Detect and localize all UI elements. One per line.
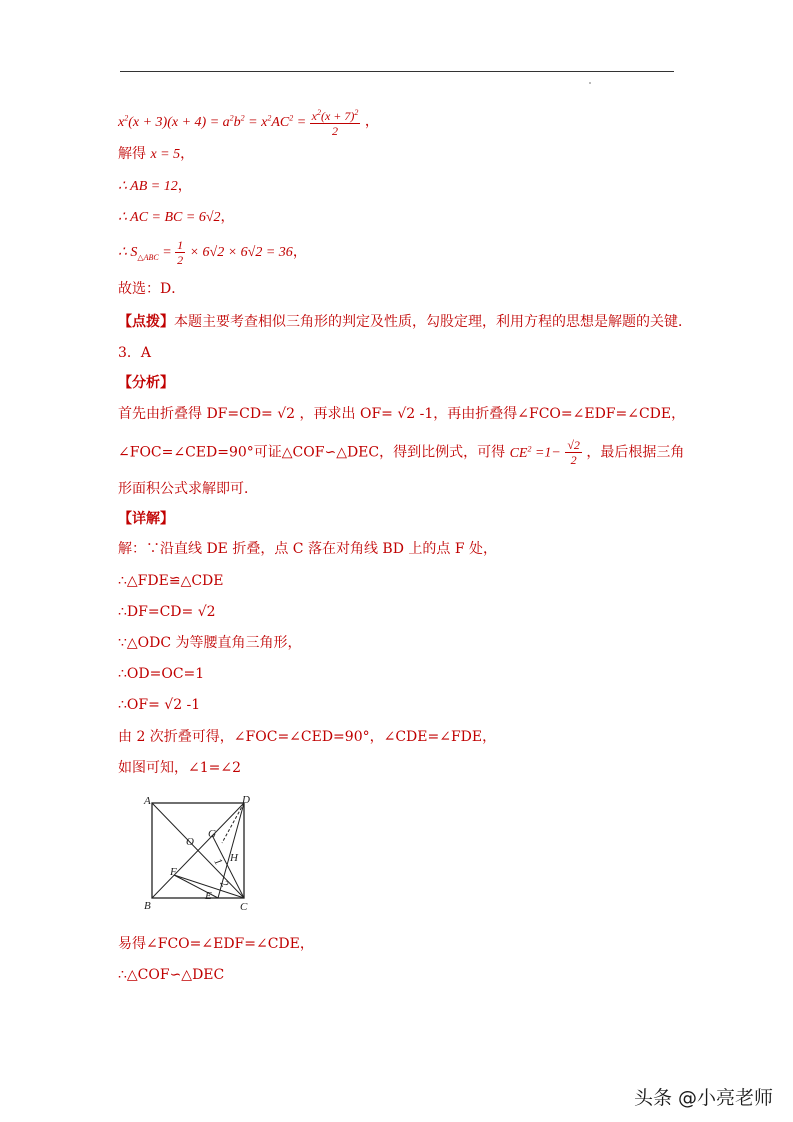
detail-line-6: ∴OF= √2 -1: [118, 697, 201, 713]
label-o: O: [186, 836, 194, 848]
ac-line: ∴ AC = BC = 6√2，: [118, 209, 235, 225]
solve-line: 解得 x = 5，: [118, 146, 195, 162]
label-e: E: [205, 890, 212, 902]
equation-line-1: $x^2(x + 3)(x + 4) = a^2b^2 = x^2AC^2$ = $\frac{x^2(x + 7)^2}{2}$ ，: [118, 107, 379, 138]
label-b: B: [144, 900, 151, 912]
label-h: H: [230, 852, 238, 864]
geometry-diagram: [138, 793, 263, 918]
label-g: G: [208, 828, 216, 840]
detail-line-4: ∵△ODC 为等腰直角三角形，: [118, 635, 302, 651]
label-a: A: [144, 795, 151, 807]
detail-line-2: ∴△FDE≌△CDE: [118, 573, 224, 589]
header-dot: [589, 82, 591, 84]
detail-heading: 【详解】: [118, 511, 174, 527]
question-number: 3．A: [118, 345, 152, 361]
detail-line-5: ∴OD=OC=1: [118, 666, 205, 682]
area-line: ∴ $S_{\triangle ABC}$ = $\frac{1}{2}$ × 6√2 × 6√2 = 36，: [118, 237, 307, 267]
header-rule: [120, 71, 674, 72]
detail-line-1: 解：∵沿直线 DE 折叠，点 C 落在对角线 BD 上的点 F 处，: [118, 541, 497, 557]
label-c: C: [240, 901, 248, 913]
tip-line: 【点拨】本题主要考查相似三角形的判定及性质，勾股定理，利用方程的思想是解题的关键．: [118, 314, 692, 330]
detail-line-3: ∴DF=CD= √2: [118, 604, 216, 620]
label-f: F: [170, 866, 177, 878]
detail-line-10: ∴△COF∽△DEC: [118, 967, 225, 983]
detail-line-8: 如图可知，∠1=∠2: [118, 760, 242, 776]
analysis-line-1: 首先由折叠得 DF=CD= √2 ，再求出 OF= √2 -1，再由折叠得∠FCO=∠EDF=∠CDE，: [118, 406, 686, 422]
label-angle-2: 2: [217, 878, 231, 890]
label-d: D: [242, 794, 250, 806]
analysis-heading: 【分析】: [118, 375, 174, 391]
analysis-line-3: 形面积公式求解即可．: [118, 481, 258, 497]
label-angle-1: 1: [211, 856, 225, 868]
analysis-line-2: ∠FOC=∠CED=90°可证△COF∽△DEC，得到比例式，可得 $CE^2 =1-$ $\frac{√2}{2}$ ，最后根据三角: [118, 438, 685, 468]
fraction: $\frac{x^2(x + 7)^2}{2}$: [311, 107, 359, 138]
watermark: 头条 @小亮老师: [633, 1087, 773, 1109]
detail-line-7: 由 2 次折叠可得，∠FOC=∠CED=90°，∠CDE=∠FDE，: [118, 729, 497, 745]
detail-line-9: 易得∠FCO=∠EDF=∠CDE，: [118, 936, 314, 952]
ab-line: ∴ AB = 12，: [118, 178, 192, 194]
answer-line: 故选：D．: [118, 281, 186, 297]
